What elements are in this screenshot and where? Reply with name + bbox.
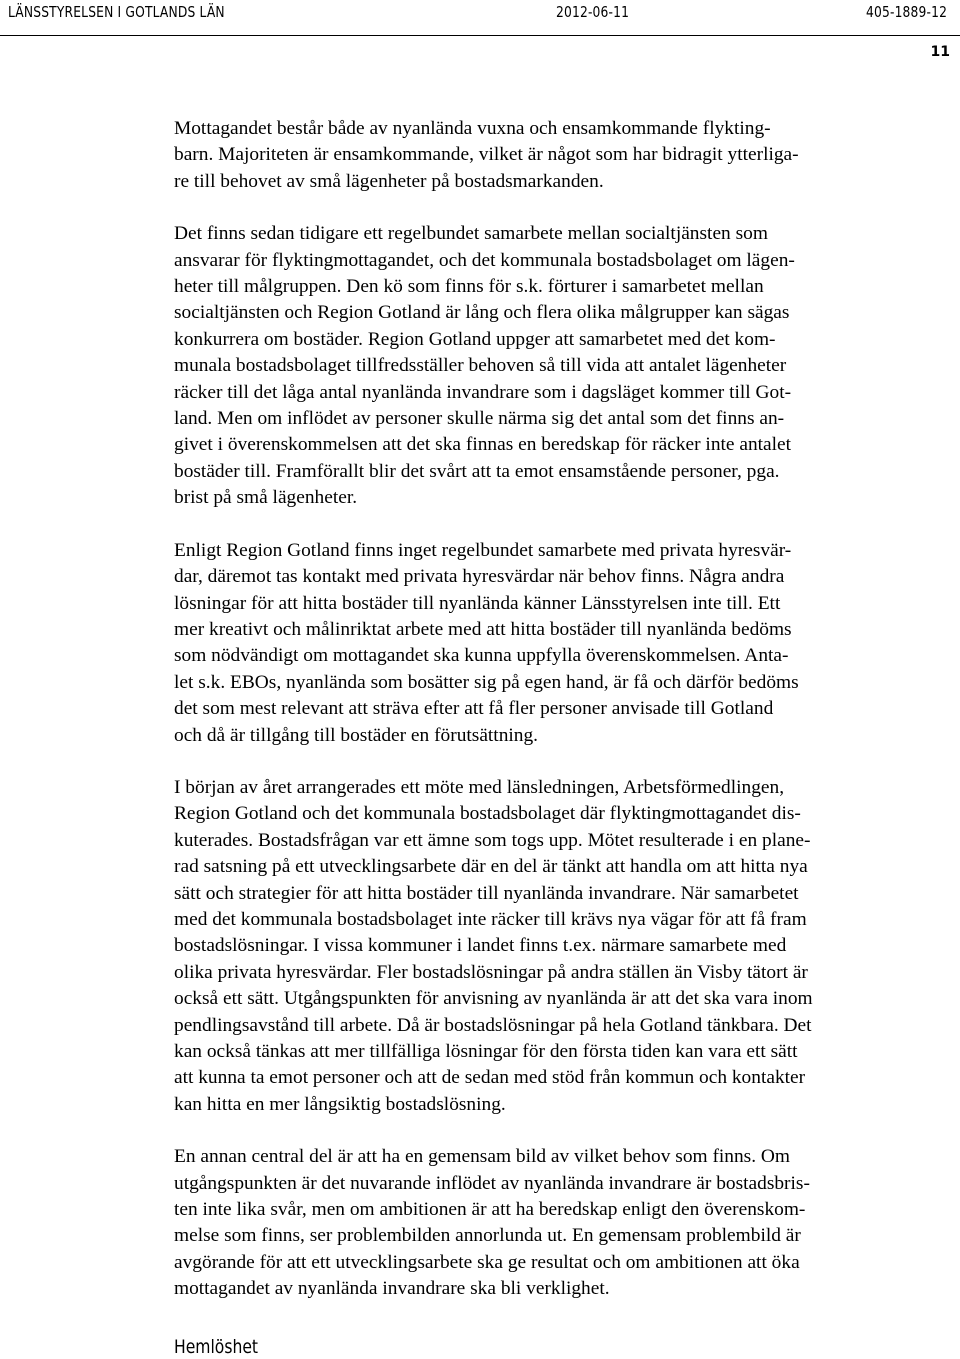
text-line: ansvarar för flyktingmottagandet, och det kommunala bostadsbolaget om lägen-: [174, 249, 795, 271]
paragraph: [174, 221, 914, 511]
page-number: 11: [930, 44, 950, 60]
text-line: I början av året arrangerades ett möte med länsledningen, Arbetsförmedlingen,: [174, 776, 785, 798]
text-line: heter till målgruppen. Den kö som finns för s.k. förturer i samarbetet mellan: [174, 276, 764, 298]
text-line: socialtjänsten och Region Gotland är lång och flera olika målgrupper kan sägas: [174, 302, 790, 324]
header-rule: [0, 35, 960, 36]
header-reference: 405-1889-12: [866, 3, 948, 21]
text-line: ten inte lika svår, men om ambitionen är att ha beredskap enligt den överenskom-: [174, 1199, 806, 1221]
text-line: Det finns sedan tidigare ett regelbundet samarbete mellan socialtjänsten som: [174, 223, 768, 245]
text-line: som nödvändigt om mottagandet ska kunna uppfylla överenskommelsen. Anta-: [174, 645, 789, 667]
page-header: [0, 0, 960, 36]
text-line: att kunna ta emot personer och att de sedan med stöd från kommun och kontakter: [174, 1067, 806, 1089]
text-line: givet i överenskommelsen att det ska finnas en beredskap för räcker inte antalet: [174, 434, 792, 456]
text-line: Enligt Region Gotland finns inget regelbundet samarbete med privata hyresvär-: [174, 539, 792, 561]
text-line: kuterades. Bostadsfrågan var ett ämne som togs upp. Mötet resulterade i en plane-: [174, 829, 811, 851]
text-line: barn. Majoriteten är ensamkommande, vilket är något som har bidragit ytterliga-: [174, 144, 799, 166]
paragraph: [174, 538, 914, 749]
text-line: Region Gotland och det kommunala bostadsbolaget där flyktingmottagandet dis-: [174, 803, 801, 825]
text-line: melse som finns, ser problembilden annorlunda ut. En gemensam problembild är: [174, 1225, 801, 1247]
text-line: land. Men om inflödet av personer skulle närma sig det antal som det finns an-: [174, 408, 785, 430]
text-line: konkurrera om bostäder. Region Gotland uppger att samarbetet med det kom-: [174, 328, 776, 350]
header-organization: LÄNSSTYRELSEN I GOTLANDS LÄN: [8, 3, 225, 21]
text-line: let s.k. EBOs, nyanlända som bosätter sig på egen hand, är få och därför bedöms: [174, 671, 799, 693]
header-date: 2012-06-11: [556, 3, 630, 21]
text-line: pendlingsavstånd till arbete. Då är bostadslösningar på hela Gotland tänkbara. Det: [174, 1014, 812, 1036]
text-line: bostäder till. Framförallt blir det svårt att ta emot ensamstående personer, pga.: [174, 460, 780, 482]
text-line: mer kreativt och målinriktat arbete med att hitta bostäder till nyanlända bedöms: [174, 618, 792, 640]
text-line: rad satsning på ett utvecklingsarbete där en del är tänkt att handla om att hitta nya: [174, 856, 808, 878]
paragraph: [174, 775, 914, 1118]
text-line: kan också tänkas att mer tillfälliga lösningar för den första tiden kan vara ett sätt: [174, 1041, 798, 1062]
text-line: avgörande för att ett utvecklingsarbete ska ge resultat och om ambitionen att öka: [174, 1251, 800, 1273]
paragraph: [174, 1144, 914, 1302]
text-line: lösningar för att hitta bostäder till nyanlända känner Länsstyrelsen inte till. Ett: [174, 592, 781, 614]
text-line: munala bostadsbolaget tillfredsställer behoven så till vida att antalet lägenheter: [174, 355, 787, 377]
paragraph: [174, 116, 914, 195]
document-body: [174, 116, 914, 1329]
section-heading: Hemlöshet: [174, 1336, 259, 1358]
text-line: utgångspunkten är det nuvarande inflödet av nyanlända invandrare är bostadsbris-: [174, 1172, 810, 1194]
text-line: det som mest relevant att sträva efter att få fler personer anvisade till Gotland: [174, 698, 774, 720]
text-line: Mottagandet består både av nyanlända vuxna och ensamkommande flykting-: [174, 118, 771, 139]
text-line: En annan central del är att ha en gemensam bild av vilket behov som finns. Om: [174, 1146, 791, 1168]
text-line: re till behovet av små lägenheter på bostadsmarkanden.: [174, 170, 604, 192]
text-line: räcker till det låga antal nyanlända invandrare som i dagsläget kommer till Got-: [174, 381, 792, 403]
text-line: sätt och strategier för att hitta bostäder till nyanlända invandrare. När samarbetet: [174, 882, 799, 904]
text-line: kan hitta en mer långsiktig bostadslösning.: [174, 1093, 506, 1115]
text-line: mottagandet av nyanlända invandrare ska bli verklighet.: [174, 1278, 610, 1300]
text-line: olika privata hyresvärdar. Fler bostadslösningar på andra ställen än Visby tätort är: [174, 961, 808, 983]
text-line: med det kommunala bostadsbolaget inte räcker till krävs nya vägar för att få fram: [174, 908, 807, 930]
text-line: dar, däremot tas kontakt med privata hyresvärdar när behov finns. Några andra: [174, 566, 785, 588]
text-line: brist på små lägenheter.: [174, 487, 358, 509]
text-line: också ett sätt. Utgångspunkten för anvisning av nyanlända är att det ska vara inom: [174, 988, 813, 1010]
text-line: och då är tillgång till bostäder en förutsättning.: [174, 724, 539, 746]
text-line: bostadslösningar. I vissa kommuner i landet finns t.ex. närmare samarbete med: [174, 935, 787, 957]
